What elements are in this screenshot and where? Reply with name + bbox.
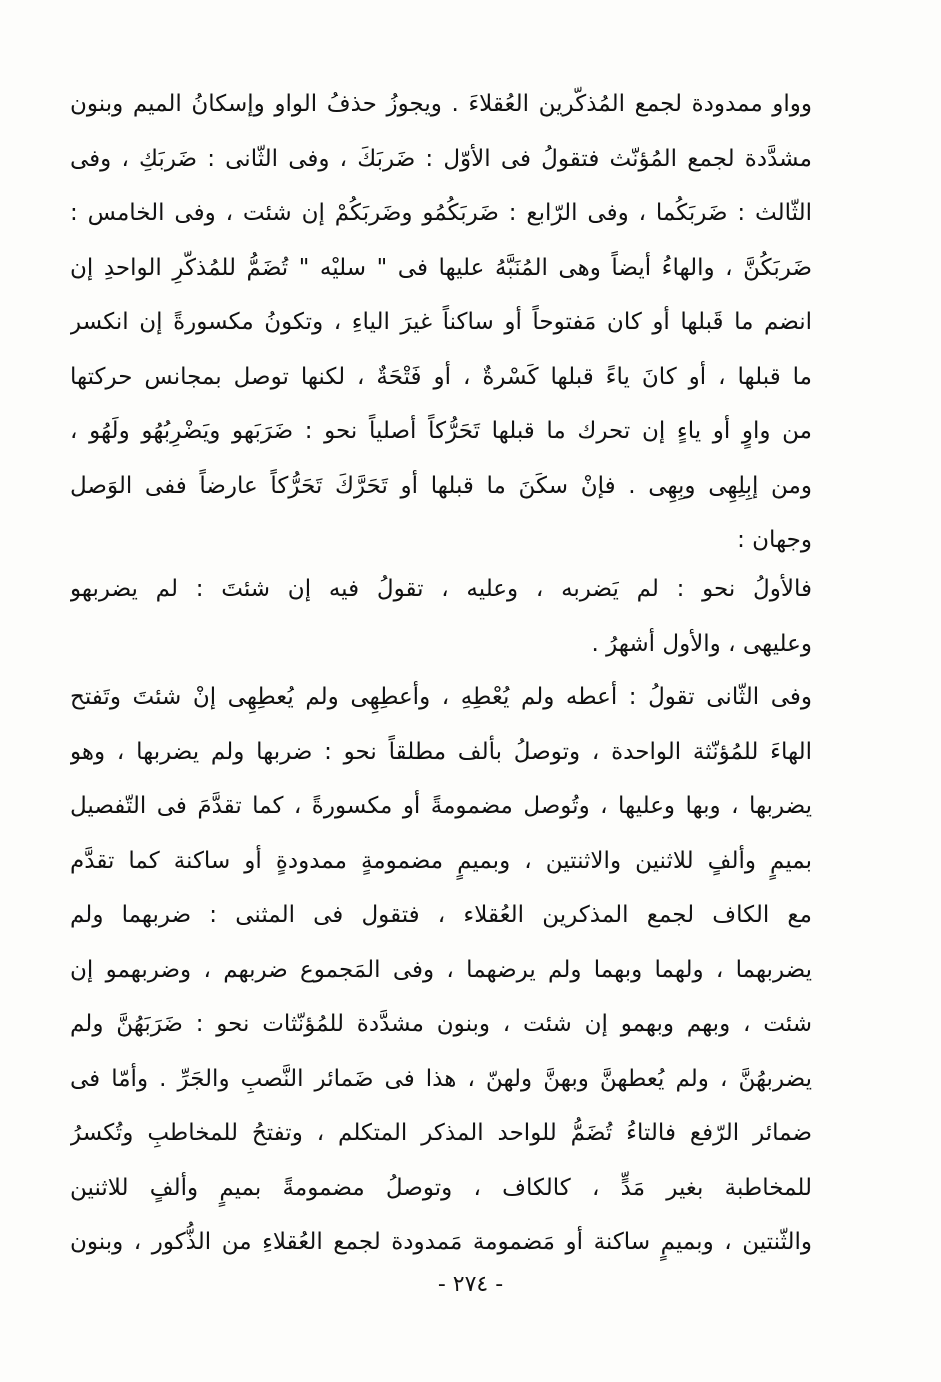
text-line: وعليهى ، والأول أشهرُ . [591,630,812,657]
text-line: فالأولُ نحو : لم يَضربه ، وعليه ، تقولُ فيه إن شئتَ : لم يضربهو [70,576,812,602]
text-line: يضربها ، وبها وعليها ، وتُوصل مضمومةً أو مكسورةً ، كما تقدَّمَ فى التّفصيل [70,793,812,819]
text-line: بميمٍ وألفٍ للاثنين والاثنتين ، وبميمٍ مضمومةٍ ممدودةٍ أو ساكنة كما تقدَّم [70,847,812,874]
text-line: الهاءَ للمُؤنّثة الواحدة ، وتوصلُ بألف مطلقاً نحو : ضربها ولم يضربها ، وهو [70,738,812,765]
text-line: ومن إبِلِهِى وبِهِى . فإنْ سكَنَ ما قبلها أو تَحَرَّكَ تَحَرُّكاً عارضاً ففى الوَصل [70,472,812,499]
page-number: - ٢٧٤ - [437,1272,504,1297]
text-line: والثّنتين ، وبميمٍ ساكنة أو مَضمومة مَمدودة لجمع العُقلاءِ من الذُّكور ، وبنون [70,1229,812,1255]
text-line: ضَربَكُنَّ ، والهاءُ أيضاً وهى المُنَبَّهُ عليها فى " سليْه " تُضَمُّ للمُذكّرِ الواحدِ إن [70,254,812,281]
text-line: مع الكاف لجمع المذكرين العُقلاء ، فتقول فى المثنى : ضربهما ولم [70,902,812,928]
text-line: يضربهما ، ولهما وبهما ولم يرضهما ، وفى المَجموع ضربهم ، وضربهمو إن [70,956,812,983]
text-line: وفى الثّانى تقولُ : أعطه ولم يُعْطِهِ ، وأعطِهِى ولم يُعطِهِى إنْ شئتَ وتَفتح [70,684,812,710]
text-line: مشدَّدة لجمع المُؤنّث فتقولُ فى الأوّل : ضَربَكَ ، وفى الثّانى : ضَربَكِ ، وفى [70,145,812,172]
text-line: يضربهُنَّ ، ولم يُعطهنَّ وبهنَّ ولهنّ ، هذا فى ضَمائر النَّصبِ والجَرِّ . وأمّا فى [70,1065,812,1092]
text-line: ضمائر الرّفع فالتاءُ تُضَمُّ للواحد المذكر المتكلم ، وتفتحُ للمخاطبِ وتُكسرُ [70,1120,812,1146]
text-line: انضم ما قَبلها أو كان مَفتوحاً أو ساكناً غيرَ الياءِ ، وتكونُ مكسورةً إن انكسر [70,309,812,335]
text-line: من واوٍ أو ياءٍ إن تحرك ما قبلها تَحَرُّكاً أصلياً نحو : ضَرَبَهو ويَضْرِبُهُو ولَهُو ، [70,418,812,444]
paragraph-2 [70,562,812,671]
paragraph-3 [70,670,812,1270]
text-line: وجهان : [737,527,812,553]
text-line: وواو ممدودة لجمع المُذكّرين العُقلاءَ . ويجوزُ حذفُ الواو وإسكانُ الميم وبنون [70,91,812,117]
text-line: للمخاطبة بغير مَدٍّ ، كالكاف ، وتوصلُ مضمومةً بميمٍ وألفٍ للاثنين [70,1174,812,1201]
paragraph-1 [70,77,812,568]
text-line: الثّالث : ضَربَكُما ، وفى الرّابع : ضَربَكُمُو وضَربَكُمْ إن شئت ، وفى الخامس : [70,200,812,226]
text-line: شئت ، وبهم وبهمو إن شئت ، وبنون مشدَّدة للمُؤنّثات نحو : ضَرَبَهُنَّ ولم [70,1011,812,1037]
text-line: ما قبلها ، أو كانَ ياءً قبلها كَسْرةٌ ، أو فَتْحَةٌ ، لكنها توصل بمجانس حركتها [70,363,812,390]
